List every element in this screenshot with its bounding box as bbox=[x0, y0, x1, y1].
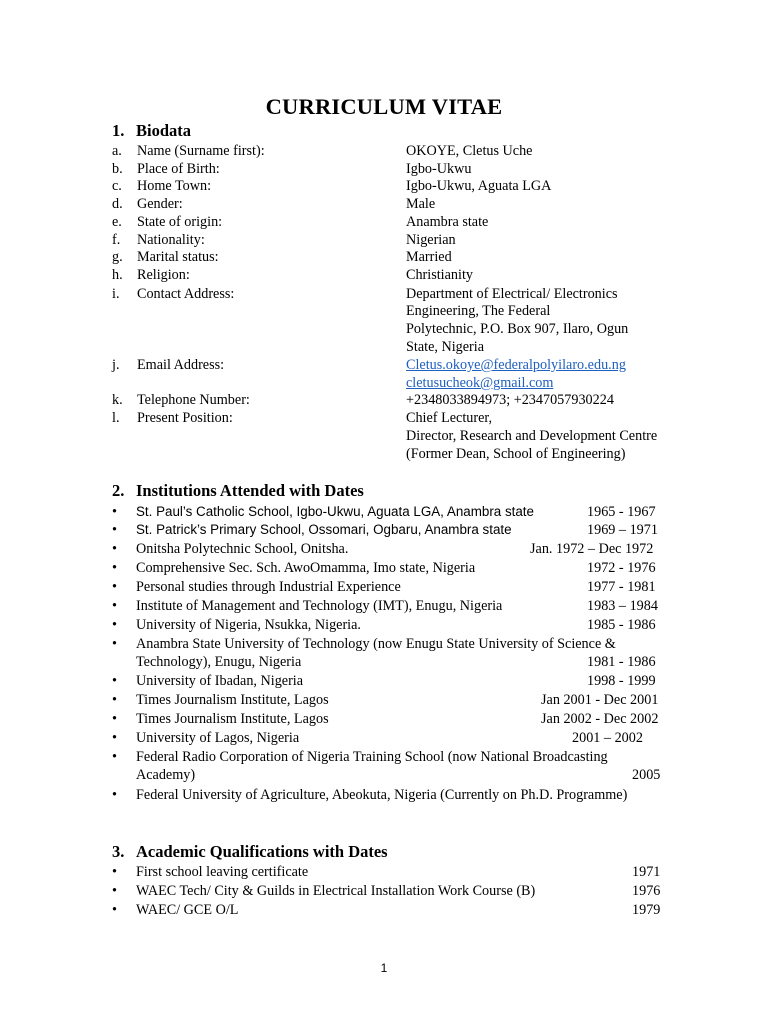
email-link-secondary[interactable]: cletusucheok@gmail.com bbox=[406, 375, 554, 391]
item-date: 1972 - 1976 bbox=[587, 560, 656, 576]
biodata-value-position-line2: Director, Research and Development Centre bbox=[406, 428, 658, 444]
row-label: Telephone Number: bbox=[137, 392, 250, 408]
row-label: Place of Birth: bbox=[137, 161, 220, 177]
row-label: Name (Surname first): bbox=[137, 143, 265, 159]
row-letter: h. bbox=[112, 267, 123, 283]
row-label: Religion: bbox=[137, 267, 190, 283]
row-label: Email Address: bbox=[137, 357, 225, 373]
item-date: 2001 – 2002 bbox=[572, 730, 643, 746]
item-text: Federal University of Agriculture, Abeokuta, Nigeria (Currently on Ph.D. Programme) bbox=[136, 787, 628, 803]
section-heading-biodata bbox=[112, 121, 191, 141]
section-title: Institutions Attended with Dates bbox=[136, 481, 364, 500]
biodata-value-nationality: Nigerian bbox=[406, 232, 456, 248]
item-date: 1965 - 1967 bbox=[587, 504, 656, 520]
row-letter: a. bbox=[112, 143, 122, 159]
bullet-icon: • bbox=[112, 541, 117, 557]
item-date: 1983 – 1984 bbox=[587, 598, 658, 614]
item-date: 1979 bbox=[632, 902, 661, 918]
section-title: Academic Qualifications with Dates bbox=[136, 842, 388, 861]
section-heading-institutions bbox=[112, 481, 364, 501]
item-text-continued: Technology), Enugu, Nigeria bbox=[136, 654, 302, 670]
section-heading-qualifications bbox=[112, 842, 388, 862]
item-text: Institute of Management and Technology (IMT), Enugu, Nigeria bbox=[136, 598, 503, 614]
bullet-icon: • bbox=[112, 883, 117, 899]
item-text: WAEC Tech/ City & Guilds in Electrical Installation Work Course (B) bbox=[136, 883, 536, 899]
section-title: Biodata bbox=[136, 121, 192, 140]
bullet-icon: • bbox=[112, 636, 117, 652]
item-text-continued: Academy) bbox=[136, 767, 196, 783]
bullet-icon: • bbox=[112, 711, 117, 727]
bullet-icon: • bbox=[112, 787, 117, 803]
bullet-icon: • bbox=[112, 730, 117, 746]
item-text: First school leaving certificate bbox=[136, 864, 309, 880]
row-letter: d. bbox=[112, 196, 123, 212]
section-number: 3. bbox=[112, 842, 125, 861]
row-label: Marital status: bbox=[137, 249, 219, 265]
item-date: Jan. 1972 – Dec 1972 bbox=[530, 541, 654, 557]
item-text: St. Paul’s Catholic School, Igbo-Ukwu, Aguata LGA, Anambra state bbox=[136, 504, 534, 519]
page-number: 1 bbox=[380, 961, 388, 975]
item-text: Comprehensive Sec. Sch. AwoOmamma, Imo state, Nigeria bbox=[136, 560, 476, 576]
item-text: St. Patrick’s Primary School, Ossomari, Ogbaru, Anambra state bbox=[136, 522, 512, 537]
item-date: 1985 - 1986 bbox=[587, 617, 656, 633]
row-label: Nationality: bbox=[137, 232, 205, 248]
bullet-icon: • bbox=[112, 749, 117, 765]
row-label: Home Town: bbox=[137, 178, 212, 194]
item-date: Jan 2002 - Dec 2002 bbox=[541, 711, 659, 727]
item-text: Times Journalism Institute, Lagos bbox=[136, 711, 329, 727]
row-label: Present Position: bbox=[137, 410, 233, 426]
item-text: Federal Radio Corporation of Nigeria Training School (now National Broadcasting bbox=[136, 749, 608, 765]
biodata-value-gender: Male bbox=[406, 196, 436, 212]
item-date: 1976 bbox=[632, 883, 661, 899]
item-date: 1981 - 1986 bbox=[587, 654, 656, 670]
section-number: 2. bbox=[112, 481, 125, 500]
bullet-icon: • bbox=[112, 692, 117, 708]
row-letter: f. bbox=[112, 232, 121, 248]
item-date: 1998 - 1999 bbox=[587, 673, 656, 689]
item-text: Onitsha Polytechnic School, Onitsha. bbox=[136, 541, 349, 557]
biodata-value-state: Anambra state bbox=[406, 214, 489, 230]
document-title: CURRICULUM VITAE bbox=[265, 94, 503, 119]
biodata-value-hometown: Igbo-Ukwu, Aguata LGA bbox=[406, 178, 552, 194]
item-date: 1971 bbox=[632, 864, 661, 880]
biodata-value-position-line3: (Former Dean, School of Engineering) bbox=[406, 446, 626, 462]
item-date: 2005 bbox=[632, 767, 661, 783]
biodata-value-marital: Married bbox=[406, 249, 452, 265]
bullet-icon: • bbox=[112, 522, 117, 538]
item-date: 1969 – 1971 bbox=[587, 522, 658, 538]
row-letter: c. bbox=[112, 178, 122, 194]
bullet-icon: • bbox=[112, 617, 117, 633]
row-letter: g. bbox=[112, 249, 123, 265]
row-letter: j. bbox=[112, 357, 120, 373]
item-text: Personal studies through Industrial Experience bbox=[136, 579, 401, 595]
section-number: 1. bbox=[112, 121, 125, 140]
bullet-icon: • bbox=[112, 504, 117, 520]
item-text: University of Nigeria, Nsukka, Nigeria. bbox=[136, 617, 361, 633]
row-label: Gender: bbox=[137, 196, 183, 212]
bullet-icon: • bbox=[112, 864, 117, 880]
row-letter: k. bbox=[112, 392, 123, 408]
biodata-value-address-line3: Polytechnic, P.O. Box 907, Ilaro, Ogun bbox=[406, 321, 629, 337]
item-text: Times Journalism Institute, Lagos bbox=[136, 692, 329, 708]
item-date: Jan 2001 - Dec 2001 bbox=[541, 692, 659, 708]
biodata-value-address-line2: Engineering, The Federal bbox=[406, 303, 551, 319]
biodata-value-birthplace: Igbo-Ukwu bbox=[406, 161, 472, 177]
row-letter: i. bbox=[112, 286, 120, 302]
email-link-primary[interactable]: Cletus.okoye@federalpolyilaro.edu.ng bbox=[406, 357, 626, 373]
biodata-value-position-line1: Chief Lecturer, bbox=[406, 410, 493, 426]
item-text: University of Lagos, Nigeria bbox=[136, 730, 300, 746]
bullet-icon: • bbox=[112, 902, 117, 918]
item-date: 1977 - 1981 bbox=[587, 579, 656, 595]
bullet-icon: • bbox=[112, 598, 117, 614]
item-text: WAEC/ GCE O/L bbox=[136, 902, 239, 918]
biodata-value-religion: Christianity bbox=[406, 267, 473, 283]
item-text: Anambra State University of Technology (now Enugu State University of Science & bbox=[136, 636, 616, 652]
row-label: Contact Address: bbox=[137, 286, 235, 302]
bullet-icon: • bbox=[112, 560, 117, 576]
biodata-value-name: OKOYE, Cletus Uche bbox=[406, 143, 533, 159]
bullet-icon: • bbox=[112, 673, 117, 689]
row-letter: e. bbox=[112, 214, 122, 230]
biodata-value-address-line1: Department of Electrical/ Electronics bbox=[406, 286, 618, 302]
row-letter: l. bbox=[112, 410, 120, 426]
bullet-icon: • bbox=[112, 579, 117, 595]
row-label: State of origin: bbox=[137, 214, 223, 230]
item-text: University of Ibadan, Nigeria bbox=[136, 673, 304, 689]
biodata-value-address-line4: State, Nigeria bbox=[406, 339, 485, 355]
biodata-value-telephone: +2348033894973; +2347057930224 bbox=[406, 392, 614, 408]
row-letter: b. bbox=[112, 161, 123, 177]
